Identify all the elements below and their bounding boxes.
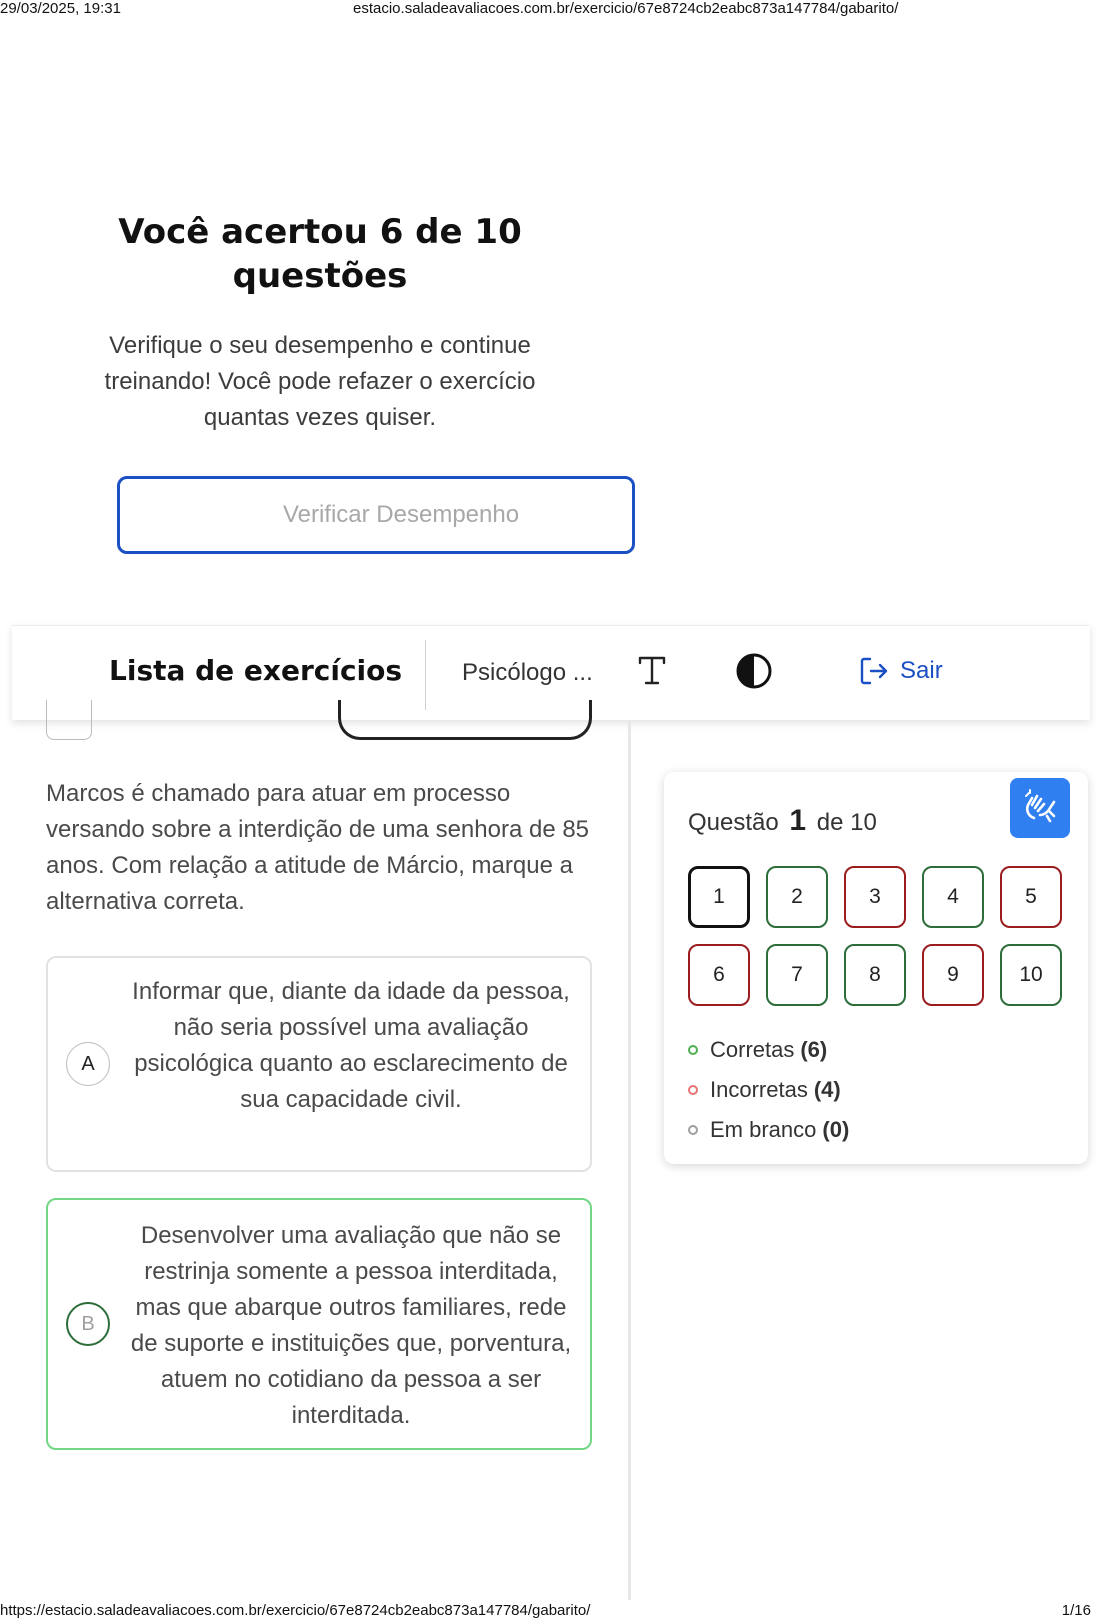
- legend-correct: Corretas (6): [688, 1030, 849, 1070]
- exit-icon: [858, 655, 890, 687]
- option-text: Informar que, diante da idade da pessoa, não seria possível uma avaliação psicológica quanto ao esclarecimento de sua capacidade civil.: [132, 978, 570, 1113]
- verify-performance-button[interactable]: Verificar Desempenho: [117, 476, 635, 554]
- option-b-correct[interactable]: [46, 1198, 592, 1450]
- current-question-heading: Questão 1 de 10: [688, 804, 877, 837]
- question-button-1[interactable]: 1: [688, 866, 750, 928]
- question-number-badge: [46, 700, 92, 740]
- incorrect-dot-icon: [688, 1085, 698, 1095]
- option-letter: B: [66, 1302, 110, 1346]
- option-text: Desenvolver uma avaliação que não se restrinja somente a pessoa interditada, mas que abarque outros familiares, rede de suporte e instituições que, porventura, atuem no cotidiano da pessoa a ser interditada.: [130, 1222, 572, 1429]
- print-footer: [0, 1602, 1097, 1622]
- question-button-5[interactable]: 5: [1000, 866, 1062, 928]
- question-navigator: [664, 772, 1088, 1164]
- print-datetime: 29/03/2025, 19:31: [0, 0, 121, 17]
- result-subtitle: Verifique o seu desempenho e continue treinando! Você pode refazer o exercício quantas vezes quiser.: [104, 332, 536, 431]
- sign-language-button[interactable]: [1010, 778, 1070, 838]
- question-button-9[interactable]: 9: [922, 944, 984, 1006]
- question-button-7[interactable]: 7: [766, 944, 828, 1006]
- question-statement: Marcos é chamado para atuar em processo versando sobre a interdição de uma senhora de 85 anos. Com relação a atitude de Márcio, marque a alternativa correta.: [46, 780, 590, 915]
- contrast-icon[interactable]: [735, 652, 773, 690]
- legend-blank: Em branco (0): [688, 1110, 849, 1150]
- legend-incorrect: Incorretas (4): [688, 1070, 849, 1110]
- question-button-2[interactable]: 2: [766, 866, 828, 928]
- print-header: [0, 0, 1097, 20]
- correct-dot-icon: [688, 1045, 698, 1055]
- print-page-url: estacio.saladeavaliacoes.com.br/exercicio/67e8724cb2eabc873a147784/gabarito/: [353, 0, 899, 17]
- option-a[interactable]: [46, 956, 592, 1172]
- print-page-number: 1/16: [1061, 1602, 1091, 1619]
- exit-label: Sair: [900, 657, 943, 684]
- topbar-title: Lista de exercícios: [109, 654, 403, 687]
- column-divider: [628, 720, 631, 1600]
- option-letter: A: [66, 1042, 110, 1086]
- result-summary: [60, 210, 580, 436]
- question-button-3[interactable]: 3: [844, 866, 906, 928]
- question-grid: [688, 866, 1062, 1006]
- blank-dot-icon: [688, 1125, 698, 1135]
- question-button-8[interactable]: 8: [844, 944, 906, 1006]
- print-footer-url: https://estacio.saladeavaliacoes.com.br/exercicio/67e8724cb2eabc873a147784/gabarito/: [0, 1602, 591, 1619]
- question-button-10[interactable]: 10: [1000, 944, 1062, 1006]
- font-size-icon[interactable]: [634, 652, 670, 688]
- question-button-6[interactable]: 6: [688, 944, 750, 1006]
- exit-button[interactable]: [858, 652, 943, 690]
- status-legend: [688, 1030, 849, 1150]
- course-name[interactable]: Psicólogo ...: [462, 659, 593, 686]
- question-button-4[interactable]: 4: [922, 866, 984, 928]
- mark-for-review-button[interactable]: [338, 700, 592, 740]
- sign-language-icon: [1020, 788, 1060, 828]
- result-title: Você acertou 6 de 10 questões: [118, 212, 522, 296]
